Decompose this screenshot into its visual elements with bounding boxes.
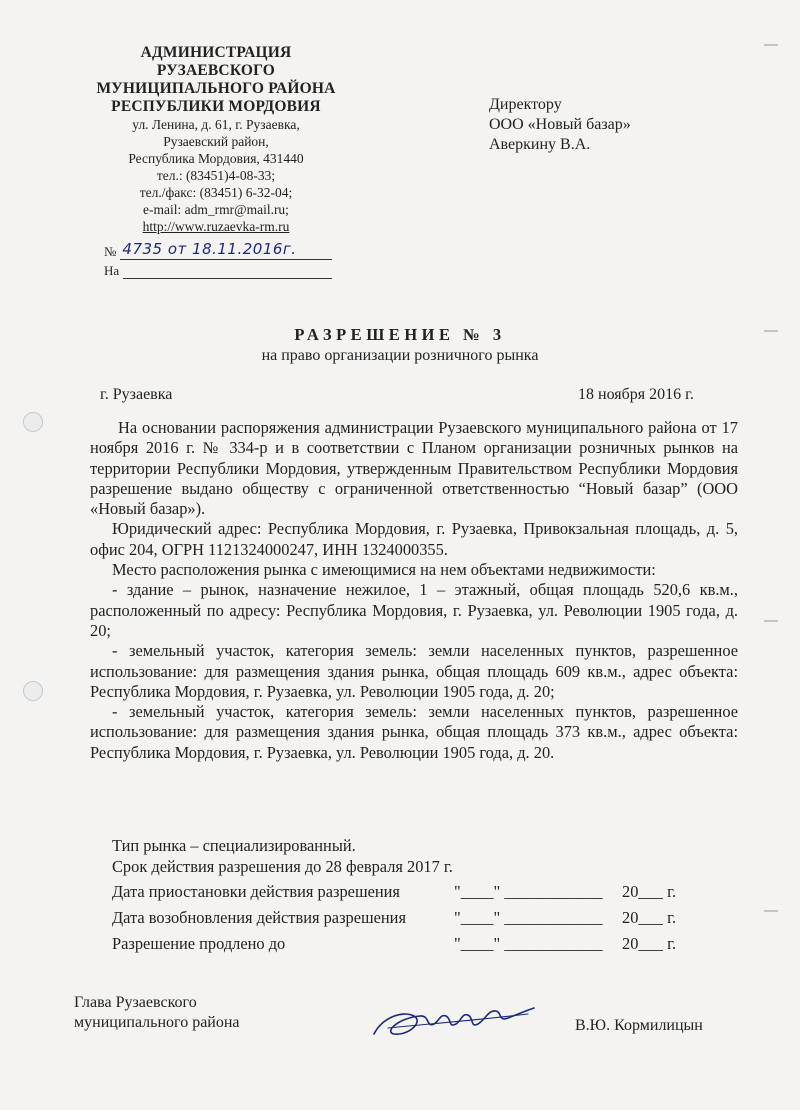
org-name-line: МУНИЦИПАЛЬНОГО РАЙОНА	[96, 80, 336, 97]
form-row-label: Разрешение продлено до	[112, 933, 286, 953]
addressee	[489, 95, 631, 155]
on-label: На	[104, 263, 120, 278]
body-paragraph: На основании распоряжения администрации Рузаевского муниципального района от 17 ноября 2016 г. № 334-р и в соответствии с Планом организации розничных рынков на территории Республики Мордовия, утвержденным Правительством Республики Мордовия разрешение выдано обществу с ограниченной ответственностью “Новый базар” (ООО «Новый базар»).	[90, 418, 738, 519]
date-of-issue: 18 ноября 2016 г.	[578, 386, 694, 403]
document-body	[90, 418, 738, 763]
form-year-blank: 20___ г.	[622, 881, 677, 901]
edge-mark	[764, 910, 778, 912]
form-year-blank: 20___ г.	[622, 933, 677, 953]
permit-details	[112, 836, 677, 960]
form-date-blank: "____" ____________	[454, 881, 603, 901]
signatory-position	[74, 993, 240, 1033]
edge-mark	[764, 44, 778, 46]
org-phone: тел.: (83451)4-08-33;	[156, 168, 276, 183]
body-paragraph: Место расположения рынка с имеющимися на нем объектами недвижимости:	[112, 560, 656, 580]
body-list-item: - здание – рынок, назначение нежилое, 1 – этажный, общая площадь 520,6 кв.м., расположенный по адресу: Республика Мордовия, г. Рузаевка, ул. Революции 1905 года, д. 20;	[90, 580, 738, 640]
addressee-line: Директору	[489, 96, 562, 113]
form-row-extension	[112, 933, 677, 960]
document-subtitle: на право организации розничного рынка	[261, 347, 539, 364]
form-row-resumption	[112, 907, 677, 934]
body-list-item: - земельный участок, категория земель: земли населенных пунктов, разрешенное использование: для размещения здания рынка, общая площадь 373 кв.м., адрес объекта: Республика Мордовия, г. Рузаевка, ул. Революции 1905 года, д. 20.	[90, 702, 738, 762]
signatory-position-line: муниципального района	[74, 1014, 240, 1031]
signatory-name: В.Ю. Кормилицын	[575, 1017, 703, 1034]
letterhead	[85, 44, 347, 235]
org-address-line: Рузаевский район,	[163, 134, 269, 149]
body-list-item: - земельный участок, категория земель: земли населенных пунктов, разрешенное использование: для размещения здания рынка, общая площадь 609 кв.м., адрес объекта: Республика Мордовия, г. Рузаевка, ул. Революции 1905 года, д. 20;	[90, 641, 738, 701]
edge-mark	[764, 620, 778, 622]
org-name-line: РЕСПУБЛИКИ МОРДОВИЯ	[111, 98, 321, 115]
punch-hole-bottom	[23, 681, 43, 701]
handwritten-reference-number: 4735 от 18.11.2016г.	[122, 240, 297, 258]
form-date-blank: "____" ____________	[454, 933, 603, 953]
form-year-blank: 20___ г.	[622, 907, 677, 927]
form-row-suspension	[112, 881, 677, 908]
validity-period: Срок действия разрешения до 28 февраля 2017 г.	[112, 856, 453, 876]
form-row-label: Дата возобновления действия разрешения	[112, 907, 406, 927]
market-type: Тип рынка – специализированный.	[112, 836, 356, 855]
org-address-line: Республика Мордовия, 431440	[128, 151, 304, 166]
form-row-label: Дата приостановки действия разрешения	[112, 881, 400, 901]
addressee-line: ООО «Новый базар»	[489, 116, 631, 133]
addressee-line: Аверкину В.А.	[489, 136, 591, 153]
org-name-line: АДМИНИСТРАЦИЯ	[140, 44, 292, 61]
body-paragraph: Юридический адрес: Республика Мордовия, г. Рузаевка, Привокзальная площадь, д. 5, офис 204, ОГРН 1121324000247, ИНН 1324000355.	[90, 519, 738, 559]
handwritten-signature	[368, 998, 538, 1042]
document-title: РАЗРЕШЕНИЕ № 3	[294, 325, 506, 344]
place-of-issue: г. Рузаевка	[100, 386, 173, 403]
signatory-position-line: Глава Рузаевского	[74, 994, 197, 1011]
punch-hole-top	[23, 412, 43, 432]
number-sign: №	[104, 244, 117, 259]
org-fax: тел./факс: (83451) 6-32-04;	[139, 185, 293, 200]
form-date-blank: "____" ____________	[454, 907, 603, 927]
org-website-link[interactable]: http://www.ruzaevka-rm.ru	[142, 219, 290, 234]
outgoing-reference	[104, 241, 332, 279]
org-address-line: ул. Ленина, д. 61, г. Рузаевка,	[132, 117, 300, 132]
org-email: e-mail: adm_rmr@mail.ru;	[143, 202, 289, 217]
org-name-line: РУЗАЕВСКОГО	[156, 62, 276, 79]
